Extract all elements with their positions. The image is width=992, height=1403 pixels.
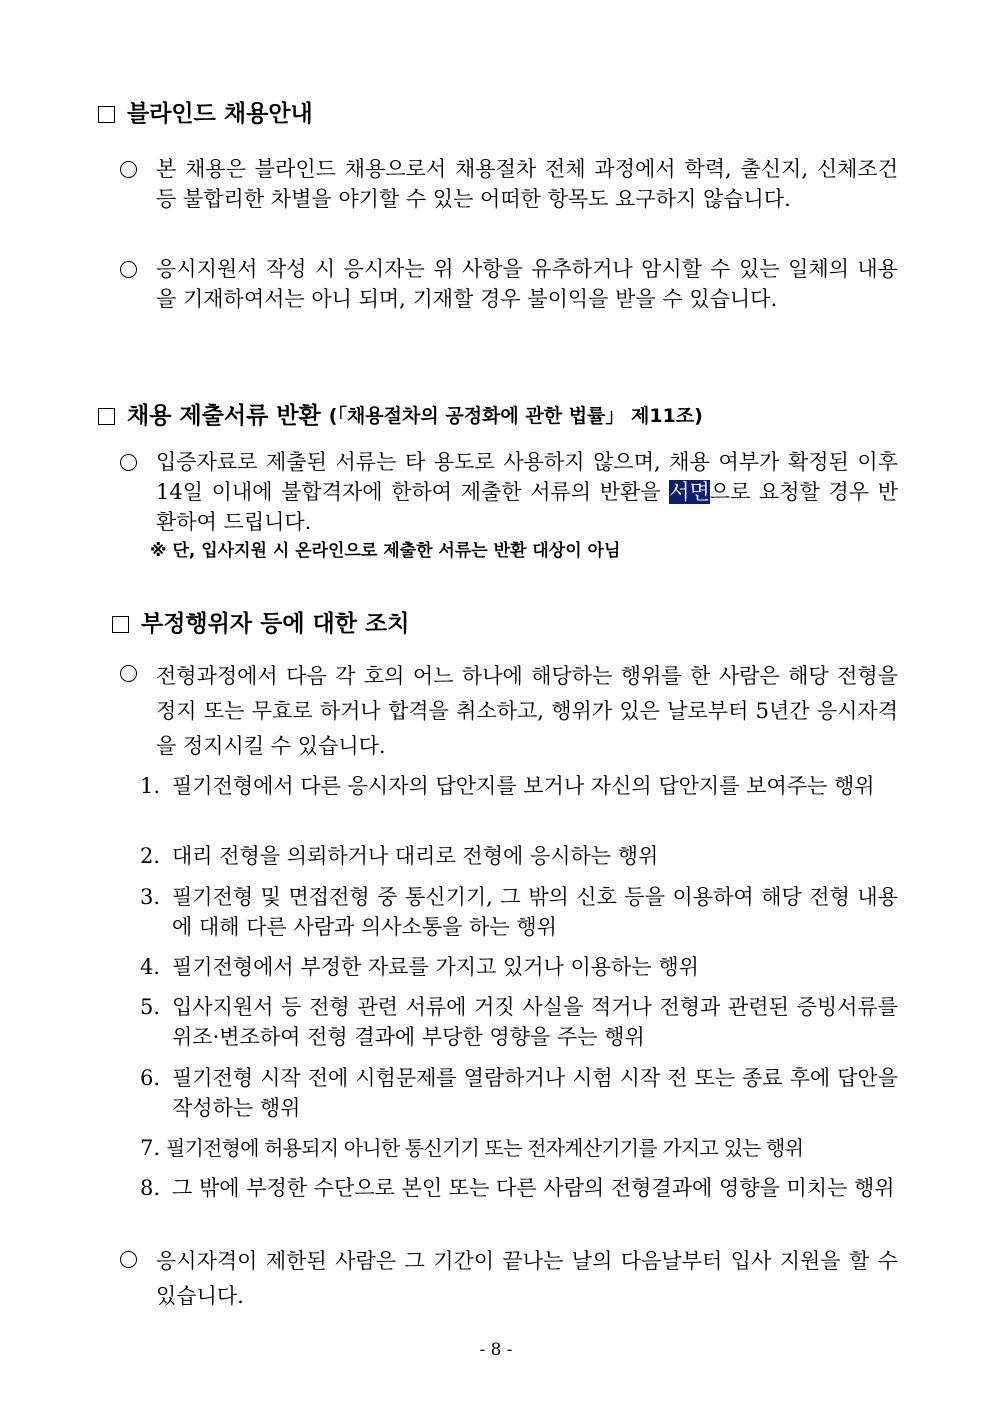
checkbox-square-icon — [98, 106, 115, 123]
list-item-number: 8. — [140, 1176, 161, 1200]
list-item: 필기전형 및 면접전형 중 통신기기, 그 밖의 신호 등을 이용하여 해당 전형 내용에 대해 다른 사람과 의사소통을 하는 행위 — [172, 885, 898, 939]
note: ※ 단, 입사지원 시 온라인으로 제출한 서류는 반환 대상이 아님 — [150, 541, 621, 561]
list-item-number: 5. — [140, 995, 161, 1019]
list-item-number: 7. — [140, 1136, 161, 1160]
circle-bullet-icon — [120, 454, 137, 471]
section-heading-blind — [98, 99, 313, 129]
circle-bullet-icon — [120, 161, 137, 178]
paragraph-text: 입증자료로 제출된 서류는 타 용도로 사용하지 않으며, 채용 여부가 확정된 이후 14일 이내에 불합격자에 한하여 제출한 서류의 반환을 — [156, 450, 898, 504]
circle-bullet-icon — [120, 261, 137, 278]
circle-bullet-icon — [120, 1251, 137, 1268]
page-number: - 8 - — [479, 1340, 513, 1360]
list-item-number: 6. — [140, 1066, 161, 1090]
section-subtitle: (「채용절차의 공정화에 관한 법률」 제11조) — [328, 405, 703, 427]
section-title: 블라인드 채용안내 — [127, 101, 313, 127]
paragraph: 전형과정에서 다음 각 호의 어느 하나에 해당하는 행위를 한 사람은 해당 전형을 정지 또는 무효로 하거나 합격을 취소하고, 행위가 있은 날로부터 5년간 응시자격을 정지시킬 수 있습니다. — [156, 664, 898, 758]
list-item: 필기전형에 허용되지 아니한 통신기기 또는 전자계산기기를 가지고 있는 행위 — [166, 1136, 804, 1160]
list-item: 필기전형 시작 전에 시험문제를 열람하거나 시험 시작 전 또는 종료 후에 답안을 작성하는 행위 — [172, 1066, 898, 1120]
list-item-number: 3. — [140, 885, 161, 909]
highlighted-text: 서면 — [669, 480, 710, 504]
circle-bullet-icon — [120, 665, 137, 682]
section-heading-return — [98, 401, 703, 431]
section-heading-fraud — [112, 609, 409, 639]
checkbox-square-icon — [112, 616, 129, 633]
checkbox-square-icon — [98, 408, 115, 425]
paragraph: 본 채용은 블라인드 채용으로서 채용절차 전체 과정에서 학력, 출신지, 신체조건 등 불합리한 차별을 야기할 수 있는 어떠한 항목도 요구하지 않습니다. — [156, 157, 898, 211]
section-title: 부정행위자 등에 대한 조치 — [141, 611, 410, 637]
paragraph — [156, 447, 898, 537]
list-item: 그 밖에 부정한 수단으로 본인 또는 다른 사람의 전형결과에 영향을 미치는 행위 — [172, 1176, 895, 1200]
paragraph: 응시지원서 작성 시 응시자는 위 사항을 유추하거나 암시할 수 있는 일체의 내용을 기재하여서는 아니 되며, 기재할 경우 불이익을 받을 수 있습니다. — [156, 257, 898, 311]
list-item-number: 4. — [140, 955, 161, 979]
list-item-number: 1. — [140, 774, 161, 798]
list-item: 필기전형에서 다른 응시자의 답안지를 보거나 자신의 답안지를 보여주는 행위 — [172, 774, 875, 798]
paragraph: 응시자격이 제한된 사람은 그 기간이 끝나는 날의 다음날부터 입사 지원을 할 수 있습니다. — [156, 1249, 898, 1308]
list-item: 입사지원서 등 전형 관련 서류에 거짓 사실을 적거나 전형과 관련된 증빙서류를 위조·변조하여 전형 결과에 부당한 영향을 주는 행위 — [172, 995, 898, 1049]
section-title: 채용 제출서류 반환 — [127, 403, 321, 429]
list-item-number: 2. — [140, 844, 161, 868]
paragraph-text: 으로 요청할 경우 반환하여 드립니다. — [156, 480, 898, 534]
list-item: 필기전형에서 부정한 자료를 가지고 있거나 이용하는 행위 — [172, 955, 699, 979]
list-item: 대리 전형을 의뢰하거나 대리로 전형에 응시하는 행위 — [172, 844, 659, 868]
